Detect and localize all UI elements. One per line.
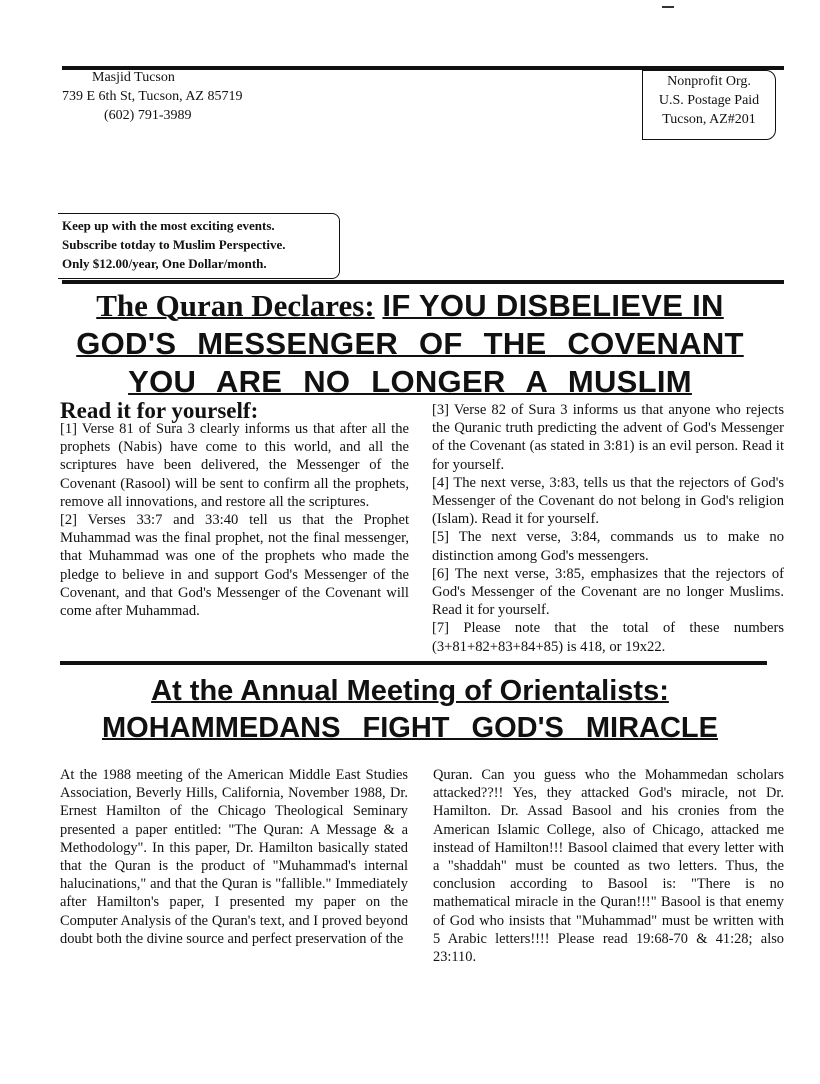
section-divider xyxy=(60,661,767,665)
article1-subheading: Read it for yourself: xyxy=(60,398,259,423)
article2-right-column xyxy=(433,766,784,966)
return-address-phone: (602) 791-3989 xyxy=(104,108,192,123)
subscription-promo xyxy=(58,213,340,279)
article1-headline-line1 xyxy=(0,288,820,324)
article2-right-text: Quran. Can you guess who the Mohammedan scholars attacked??!! Yes, they attacked God's miracle, not Dr. Hamilton. Dr. Assad Basool and his cronies from the American Islamic College, also of Chicago, attacked me instead of Hamilton!!! Basool claimed that every letter with a "shaddah" must be counted as two letters. Thus, the conclusion according to Basool is: "There is no mathematical miracle in the Quran!!!" Basool is that enemy of God who insists that "Muhammad" must be written with 5 Arabic letters!!!! Please read 19:68-70 & 41:28; also 23:110. xyxy=(433,767,784,966)
article1-paragraph-5: [5] The next verse, 3:84, commands us to make no distinction among God's messengers. xyxy=(432,529,784,564)
article1-headline-part1: IF YOU DISBELIEVE IN xyxy=(382,288,724,323)
return-address-org: Masjid Tucson xyxy=(92,70,175,85)
article2-left-text: At the 1988 meeting of the American Middle East Studies Association, Beverly Hills, California, November 1988, Dr. Ernest Hamilton of the Chicago Theological Seminary presented a paper entitled: "The Quran: A Message & a Methodology". In this paper, Dr. Hamilton basically stated that the Quran is the product of "Muhammad's internal halucinations," and that the Quran is "fallible." Immediately after Hamilton's paper, I presented my paper on the Computer Analysis of the Quran's text, and I proved beyond doubt both the divine source and perfect preservation of the xyxy=(60,767,408,947)
article1-headline-line2 xyxy=(0,326,820,362)
article1-paragraph-4: [4] The next verse, 3:83, tells us that the rejectors of God's Messenger of the Covenant do not belong in God's religion (Islam). Read it for yourself. xyxy=(432,474,784,528)
corner-mark xyxy=(662,6,674,8)
return-address-street: 739 E 6th St, Tucson, AZ 85719 xyxy=(62,89,243,104)
article1-paragraph-7: [7] Please note that the total of these numbers (3+81+82+83+84+85) is 418, or 19x22. xyxy=(432,620,784,655)
article1-headline-part3: YOU ARE NO LONGER A MUSLIM xyxy=(128,364,692,399)
article2-headline-line2: MOHAMMEDANS FIGHT GOD'S MIRACLE xyxy=(102,712,718,744)
article1-left-column xyxy=(60,420,409,620)
promo-line-3: Only $12.00/year, One Dollar/month. xyxy=(62,256,267,271)
postage-line-3: Tucson, AZ#201 xyxy=(662,112,756,127)
article1-headline-line3 xyxy=(0,364,820,400)
article1-paragraph-6: [6] The next verse, 3:85, emphasizes that the rejectors of God's Messenger of the Covenant are no longer Muslims. Read it for yourself. xyxy=(432,565,784,619)
postage-line-2: U.S. Postage Paid xyxy=(658,93,760,108)
promo-line-2: Subscribe totday to Muslim Perspective. xyxy=(62,237,286,252)
article1-headline-part2: GOD'S MESSENGER OF THE COVENANT xyxy=(76,326,744,361)
article2-headline-line1: At the Annual Meeting of Orientalists: xyxy=(151,675,669,707)
promo-line-1: Keep up with the most exciting events. xyxy=(62,218,275,233)
article1-headline-serif: The Quran Declares: xyxy=(96,288,375,323)
article1-paragraph-3: [3] Verse 82 of Sura 3 informs us that anyone who rejects the Quranic truth predicting the advent of God's Messenger of the Covenant (as stated in 3:81) is an evil person. Read it for yourself. xyxy=(432,402,784,473)
article1-paragraph-1: [1] Verse 81 of Sura 3 clearly informs us that after all the prophets (Nabis) have come to this world, and all the scriptures have been delivered, the Messenger of the Covenant (Rasool) will be sent to confirm all the prophets, remove all innovations, and restore all the scriptures. xyxy=(60,421,409,510)
postage-indicia xyxy=(642,70,776,140)
article2-left-column xyxy=(60,766,408,948)
postage-line-1: Nonprofit Org. xyxy=(667,74,751,89)
article1-paragraph-2: [2] Verses 33:7 and 33:40 tell us that the Prophet Muhammad was the final prophet, not the final messenger, that Muhammad was one of the prophets who made the pledge to believe in and support God's Messenger of the Covenant, and that God's Messenger of the Covenant will come after Muhammad. xyxy=(60,512,409,620)
return-address xyxy=(62,68,242,125)
mailing-bottom-rule xyxy=(62,280,784,284)
article1-right-column xyxy=(432,401,784,656)
